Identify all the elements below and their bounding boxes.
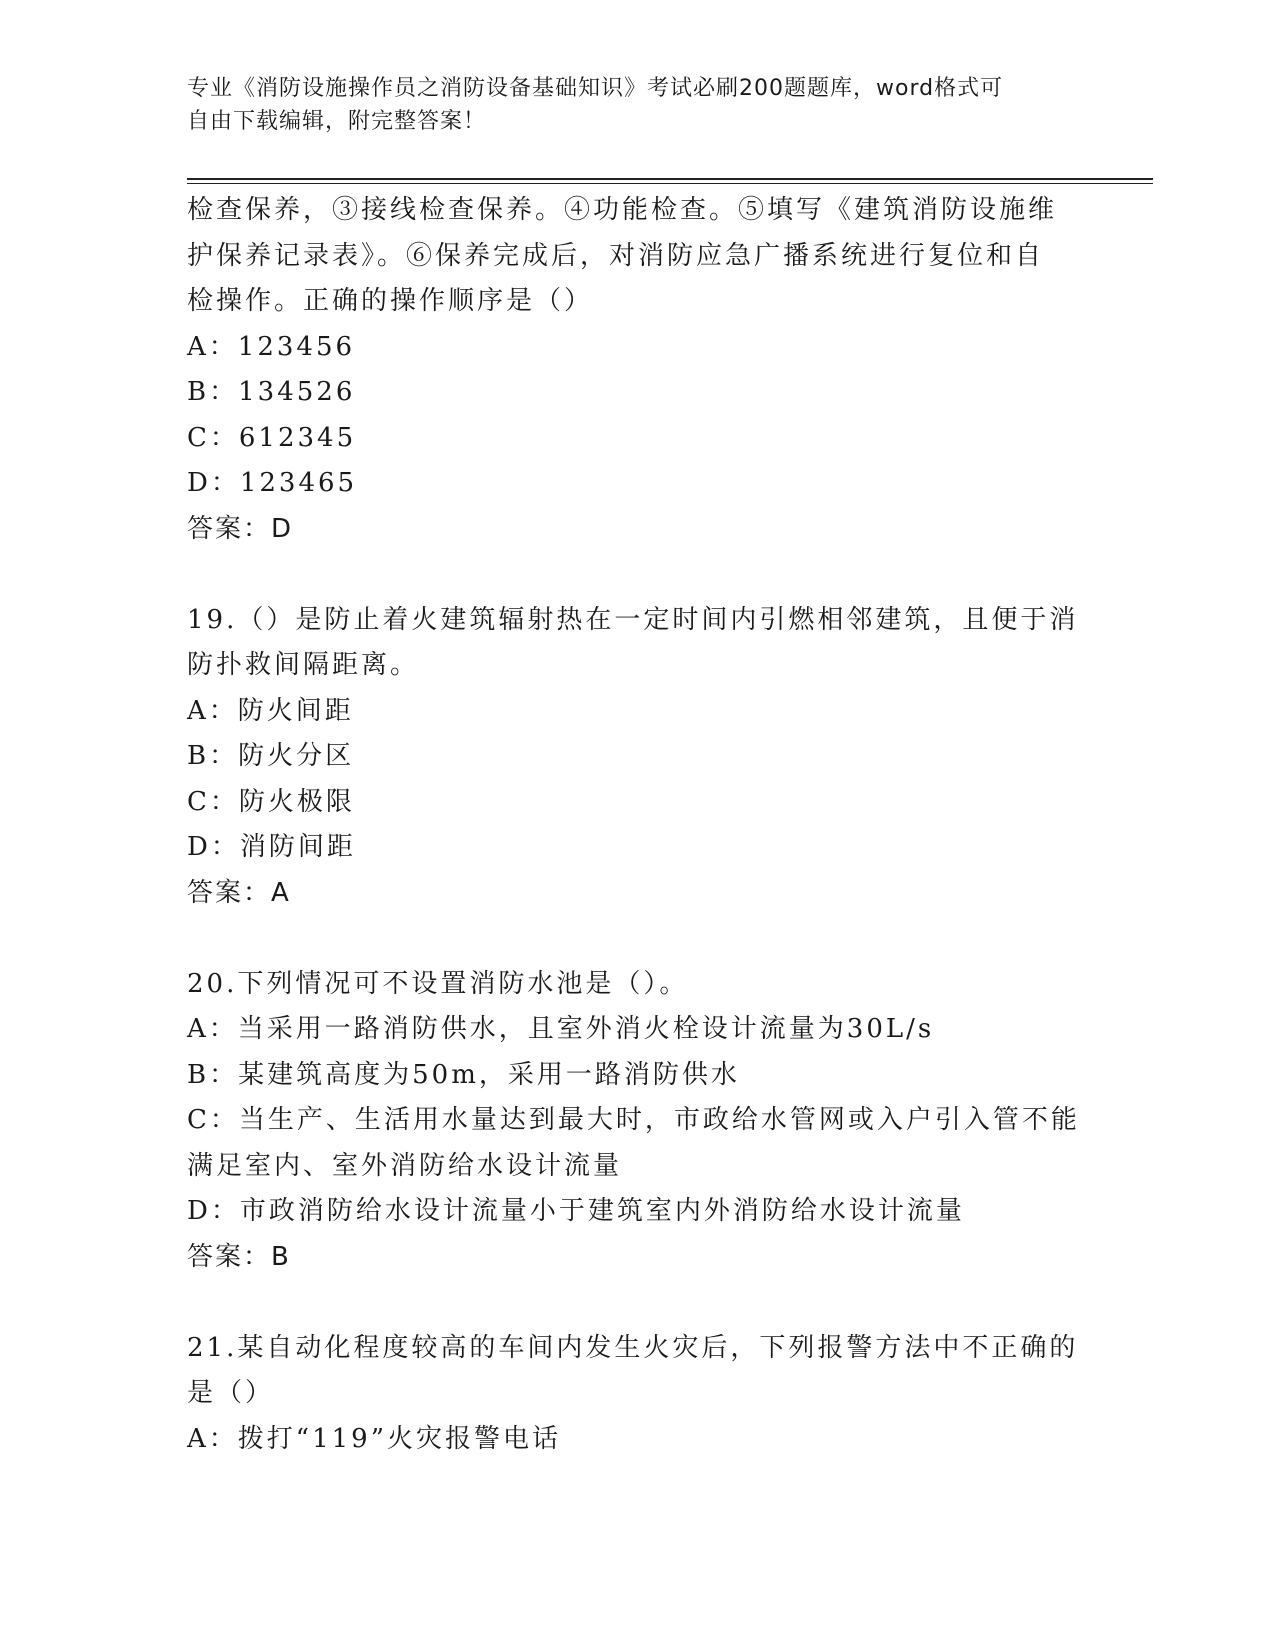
option-c: C：612345 xyxy=(187,422,357,453)
answer-line: 答案：B xyxy=(187,1241,291,1272)
option-b: B：防火分区 xyxy=(187,741,355,771)
question-stem-line: 检查保养，③接线检查保养。④功能检查。⑤填写《建筑消防设施维 xyxy=(187,195,1058,225)
question-18 xyxy=(187,188,1087,552)
option-c-continued: 满足室内、室外消防给水设计流量 xyxy=(187,1150,623,1181)
option-b: B：134526 xyxy=(187,377,356,407)
document-header xyxy=(187,72,1067,138)
option-b: B：某建筑高度为50m，采用一路消防供水 xyxy=(187,1059,740,1090)
spacer xyxy=(187,916,1087,962)
answer-line: 答案：D xyxy=(187,513,294,544)
question-19 xyxy=(187,598,1087,917)
answer-line: 答案：A xyxy=(187,877,291,908)
header-line-2: 自由下载编辑，附完整答案！ xyxy=(187,109,487,134)
spacer xyxy=(187,552,1087,598)
question-stem-line: 20.下列情况可不设置消防水池是（）。 xyxy=(187,968,689,999)
header-divider-thin xyxy=(187,183,1153,184)
question-stem-line: 是（） xyxy=(187,1378,275,1408)
option-d: D：123465 xyxy=(187,468,358,498)
option-c: C：防火极限 xyxy=(187,786,355,817)
question-stem-line: 检操作。正确的操作顺序是（） xyxy=(187,286,594,316)
question-stem-line: 19.（）是防止着火建筑辐射热在一定时间内引燃相邻建筑，且便于消 xyxy=(187,604,1079,635)
question-stem-line: 护保养记录表》。⑥保养完成后，对消防应急广播系统进行复位和自 xyxy=(187,240,1045,271)
option-c: C：当生产、生活用水量达到最大时，市政给水管网或入户引入管不能 xyxy=(187,1105,1080,1135)
option-a: A：防火间距 xyxy=(187,695,354,726)
option-a: A：123456 xyxy=(187,331,356,362)
header-divider-thick xyxy=(187,178,1153,180)
question-stem-line: 21.某自动化程度较高的车间内发生火灾后，下列报警方法中不正确的 xyxy=(187,1332,1079,1363)
option-d: D：市政消防给水设计流量小于建筑室内外消防给水设计流量 xyxy=(187,1196,965,1226)
question-list xyxy=(187,188,1087,1462)
question-20 xyxy=(187,962,1087,1281)
option-d: D：消防间距 xyxy=(187,832,356,862)
question-21 xyxy=(187,1326,1087,1463)
option-a: A：拨打“119”火灾报警电话 xyxy=(187,1423,561,1454)
question-stem-line: 防扑救间隔距离。 xyxy=(187,650,420,680)
spacer xyxy=(187,1280,1087,1326)
option-a: A：当采用一路消防供水，且室外消火栓设计流量为30L/s xyxy=(187,1014,935,1044)
header-line-1: 专业《消防设施操作员之消防设备基础知识》考试必刷200题题库，word格式可 xyxy=(187,76,1004,101)
